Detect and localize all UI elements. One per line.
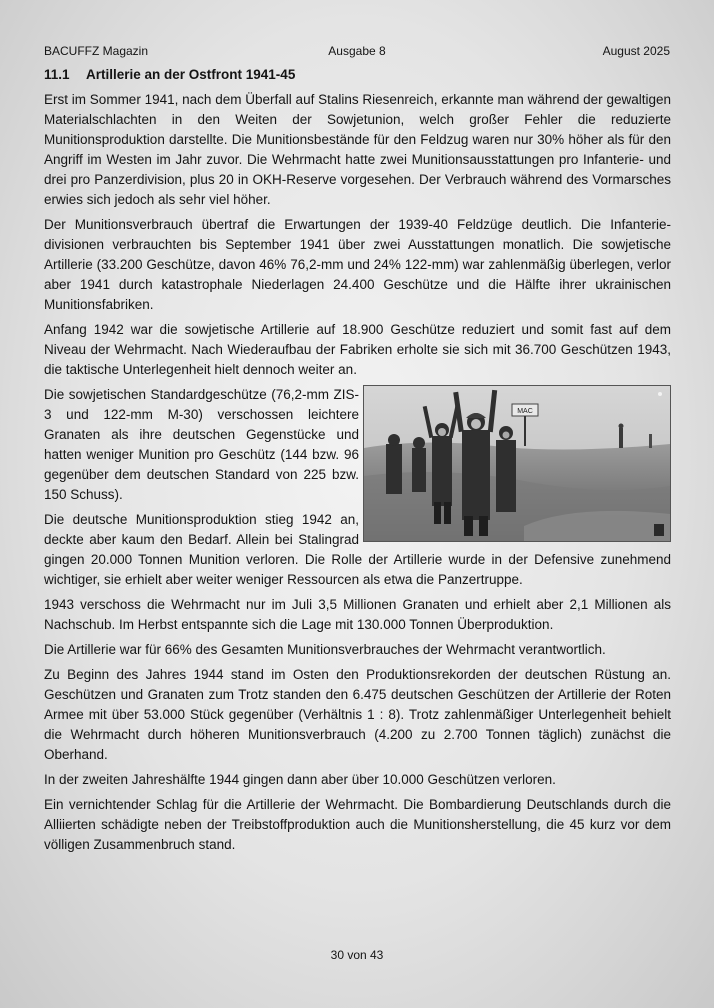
paragraph: In der zweiten Jahreshälfte 1944 gingen dann aber über 10.000 Geschützen verloren. [44,772,556,787]
magazine-name: BACUFFZ Magazin [44,44,149,58]
surrender-photo-illustration [364,386,670,541]
paragraph: Die deutsche Munitionsproduktion stieg 1942 an, deckte aber kaum den Bedarf. Allein bei Stalingrad gingen 20.000 Tonnen Munition verloren. Die Rolle der Artillerie wurde in der Defensive zunehmend wichtiger, sie erhielt aber weiter weniger Ressourcen als etwa die Panzertruppe. [44,512,671,587]
paragraph: Anfang 1942 war die sowjetische Artillerie auf 18.900 Geschütze reduziert und somit fast auf dem Niveau der Wehrmacht. Nach Wiederaufbau der Fabriken erholte sie sich mit 36.700 Geschützen 1943, die taktische Unterlegenheit hielt dennoch weiter an. [44,322,671,377]
page-header [44,44,670,58]
page-footer [0,948,714,962]
paragraph: 1943 verschoss die Wehrmacht nur im Juli 3,5 Millionen Granaten und erhielt aber 2,1 Millionen als Nachschub. Im Herbst entspannte sich die Lage mit 130.000 Tonnen Überproduktion. [44,597,671,632]
paragraph: Die sowjetischen Standardgeschütze (76,2-mm ZIS-3 und 122-mm M-30) verschossen leichtere Granaten als ihre deutschen Gegenstücke und hatten weniger Munition pro Geschütz (144 bzw. 96 gegenüber dem deutschen Standard von 225 bzw. 150 Schuss). [44,387,359,502]
issue-date: August 2025 [602,44,670,58]
paragraph: Erst im Sommer 1941, nach dem Überfall auf Stalins Riesenreich, erkannte man während der gewaltigen Materialschlachten in den Weiten der Sowjetunion, welch großer Fehler die reduzierte Munitionsproduktion darstellte. Die Munitionsbestände für den Feldzug waren nur 30% höher als für den Angriff im Westen im Jahr zuvor. Die Wehrmacht hatte zwei Munitionsausstattungen pro Infanterie- und drei pro Panzerdivision, plus 20 in OKH-Reserve vorgesehen. Der Verbrauch während des Vormarsches erwies sich jedoch als sehr viel höher. [44,92,671,207]
paragraph: Die Artillerie war für 66% des Gesamten Munitionsverbrauches der Wehrmacht verantwortlich. [44,642,606,657]
paragraph: Ein vernichtender Schlag für die Artillerie der Wehrmacht. Die Bombardierung Deutschlands durch die Alliierten schädigte neben der Treibstoffproduktion auch die Munitionsherstellung, die 45 kurz vor dem völligen Zusammenbruch stand. [44,797,671,852]
article-body [44,66,671,860]
paragraph: Zu Beginn des Jahres 1944 stand im Osten den Produktionsrekorden der deutschen Rüstung an. Geschützen und Granaten zum Trotz standen den 6.475 deutschen Geschützen der Artillerie der Roten Armee mit über 53.000 Stück gegenüber (Verhältnis 1 : 8). Trotz zahlenmäßiger Unterlegenheit behielt die Wehrmacht durch höheren Munitionsverbrauch (4.200 zu 2.700 Tonnen täglich) zunächst die Oberhand. [44,667,671,762]
section-number: 11.1 [44,67,70,82]
issue-label: Ausgabe 8 [328,44,386,58]
surrender-photo [363,385,671,542]
page-number: 30 von 43 [330,948,384,962]
section-title: Artillerie an der Ostfront 1941-45 [86,67,296,82]
sign-text: MAC [517,408,533,415]
section-heading [44,66,671,84]
paragraph: Der Munitionsverbrauch übertraf die Erwartungen der 1939-40 Feldzüge deutlich. Die Infanteriedivisionen verbrauchten bis September 1941 über zwei Ausstattungen monatlich. Die sowjetische Artillerie (33.200 Geschütze, davon 46% 76,2-mm und 24% 122-mm) war zahlenmäßig überlegen, verlor aber 1941 durch katastrophale Niederlagen 24.400 Geschütze und die Hälfte ihrer ukrainischen Munitionsfabriken. [44,217,671,312]
